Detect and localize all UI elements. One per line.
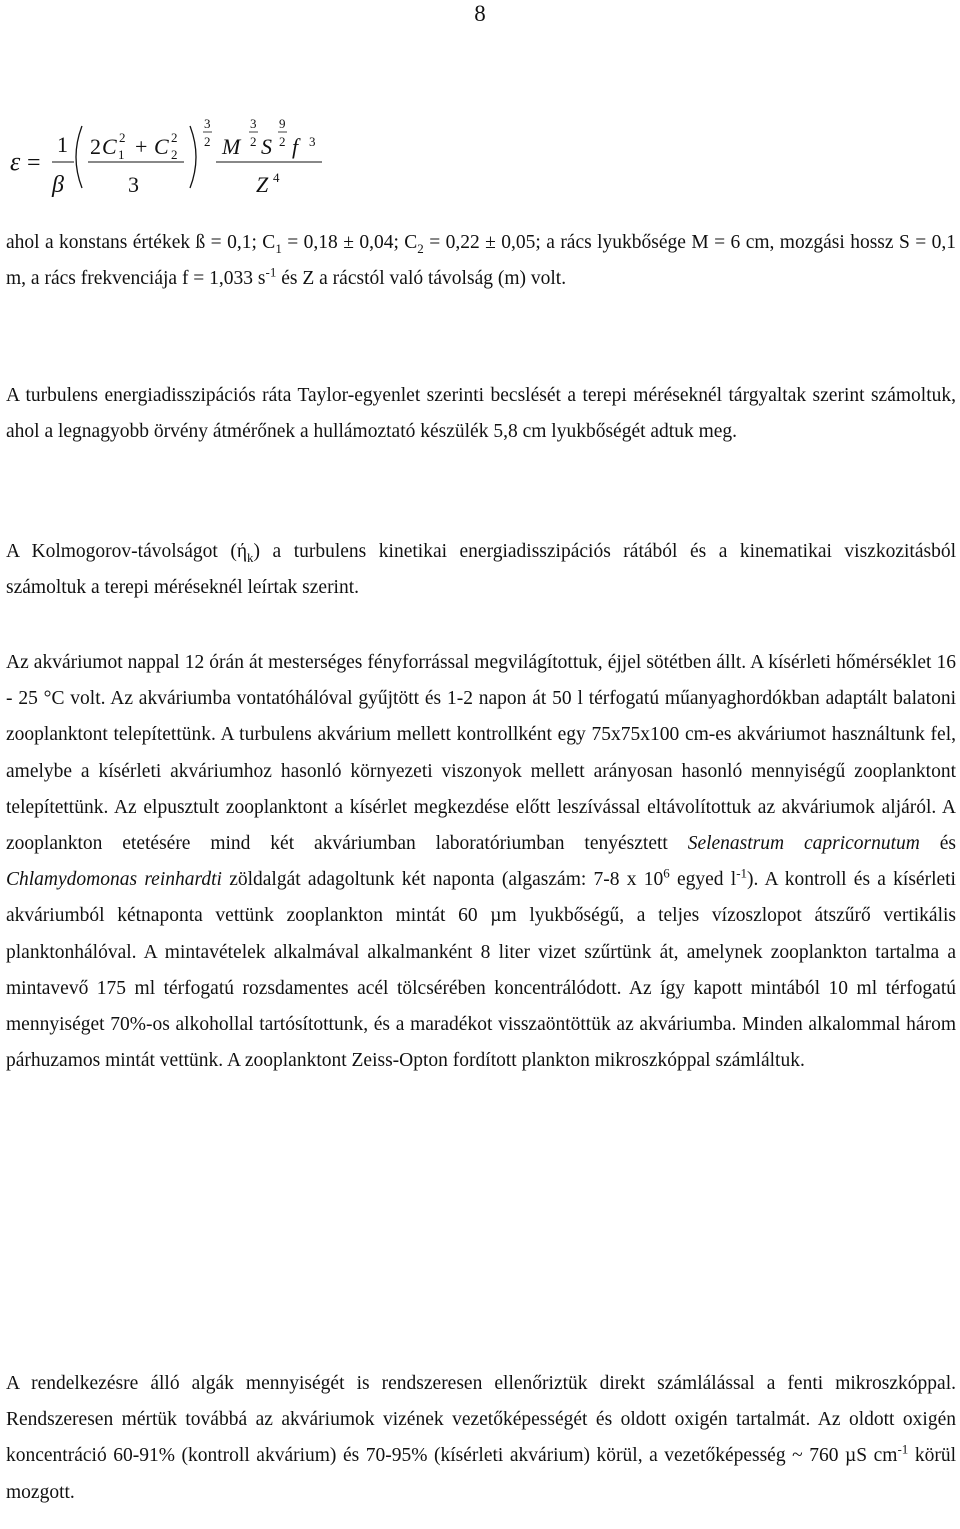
formula-equals: = xyxy=(27,150,41,176)
exp-2c: 2 xyxy=(279,134,286,149)
para-2: A turbulens energiadisszipációs ráta Taylor-egyenlet szerinti becslését a terepi méréseknél tárgyaltak szerint számoltuk, ahol a legnagyobb örvény átmérőnek a hullámoztató készülék 5,8 cm lyukbőségét adtuk meg. xyxy=(6,385,956,443)
formula-c2-exp: 2 xyxy=(171,130,178,145)
right-paren xyxy=(190,126,196,188)
formula-f: f xyxy=(292,134,299,159)
exp-2a: 2 xyxy=(204,134,211,149)
paragraph-taylor xyxy=(6,378,956,450)
left-paren xyxy=(76,126,82,188)
paragraph-kolmogorov xyxy=(6,534,956,606)
paragraph-definitions xyxy=(6,225,956,297)
formula-2: 2 xyxy=(90,134,101,159)
paragraph-algae xyxy=(6,1366,956,1511)
formula-c2: C xyxy=(154,134,169,159)
exp-3b: 3 xyxy=(250,116,257,131)
page-number: 8 xyxy=(474,1,486,26)
formula-num-1: 1 xyxy=(57,132,68,157)
formula-c1-sub: 1 xyxy=(118,147,125,162)
formula-c2-sub: 2 xyxy=(171,147,178,162)
para-4: Az akváriumot nappal 12 órán át mesterséges fényforrással megvilágítottuk, éjjel sötétben állt. A kísérleti hőmérséklet 16 - 25 °C volt. Az akváriumba vontatóhálóval gyűjtött és 1-2 napon át 50 l térfogatú műanyaghordókban adaptált balatoni zooplanktont telepítettünk. A turbulens akvárium mellett kontrollként egy 75x75x100 cm-es akváriumot használtunk fel, amelybe a kísérleti akváriumhoz hasonló környezeti viszonyok mellett arányosan hasonló mennyiségű zooplanktont telepítettünk. Az elpusztult zooplanktont a kísérlet megkezdése előtt leszívással eltávolítottuk az akváriumok aljáról. A zooplankton etetésére mind két akváriumban laboratóriumban tenyésztett Selenastrum capricornutum és Chlamydomonas reinhardti zöldalgát adagoltunk két naponta (algaszám: 7-8 x $10^6$ egyed $l^{-1}$). A kontroll és a kísérleti akváriumból kétnaponta vettünk zooplankton mintát 60 µm lyukbőségű, a teljes vízoszlopot átszűrő vertikális planktonhálóval. A mintavételek alkalmával alkalmanként 8 liter vizet szűrtünk át, amelynek zooplankton tartalma a mintavevő 175 ml térfogatú rozsdamentes acél tölcsérében koncentrálódott. Az így kapott mintából 10 ml térfogatú mennyiséget 70%-os alkohollal tartósítottunk, és a maradékot visszaöntöttük az akváriumba. Minden alkalommal három párhuzamos mintát vettünk. A zooplanktont Zeiss-Opton fordított plankton mikroszkóppal számláltuk. xyxy=(6,652,956,1072)
formula-S: S xyxy=(261,134,272,159)
para-3: A Kolmogorov-távolságot $(ή_k)$ a turbulens kinetikai energiadisszipációs rátából és a kinematikai viszkozitásból számoltuk a terepi méréseknél leírtak szerint. xyxy=(6,541,956,599)
formula-3: 3 xyxy=(128,172,139,197)
formula-c1: C xyxy=(102,134,117,159)
exp-9: 9 xyxy=(279,116,286,131)
para-5: A rendelkezésre álló algák mennyiségét is rendszeresen ellenőriztük direkt számlálással a fenti mikroszkóppal. Rendszeresen mértük továbbá az akváriumok vizének vezetőképességét és oldott oxigén tartalmát. Az oldott oxigén koncentráció 60-91% (kontroll akvárium) és 70-95% (kísérleti akvárium) körül, a vezetőképesség ~ 760 µS $cm^{-1}$ körül mozgott. xyxy=(6,1373,956,1503)
formula-lhs: ε xyxy=(10,147,21,176)
paragraph-aquarium xyxy=(6,645,956,1079)
exp-3c: 3 xyxy=(309,134,316,149)
formula-Z: Z xyxy=(256,172,269,197)
exp-3a: 3 xyxy=(204,116,211,131)
exp-2b: 2 xyxy=(250,134,257,149)
epsilon-formula xyxy=(0,112,360,212)
para-1: ahol a konstans értékek ß = 0,1; $C_1 = 0,18 \pm 0,04$; $C_2 = 0,22 \pm 0,05$; a rács lyukbősége M = 6 cm, mozgási hossz S = 0,1 m, a rács frekvenciája f = 1,033 $s^{-1}$ és Z a rácstól való távolság (m) volt. xyxy=(6,232,957,290)
formula-Z-exp: 4 xyxy=(273,170,280,185)
formula-M: M xyxy=(222,134,241,159)
formula-c1-exp: 2 xyxy=(119,130,126,145)
formula-svg xyxy=(0,112,360,212)
formula-beta: β xyxy=(52,172,64,198)
formula-plus: + xyxy=(135,134,148,159)
